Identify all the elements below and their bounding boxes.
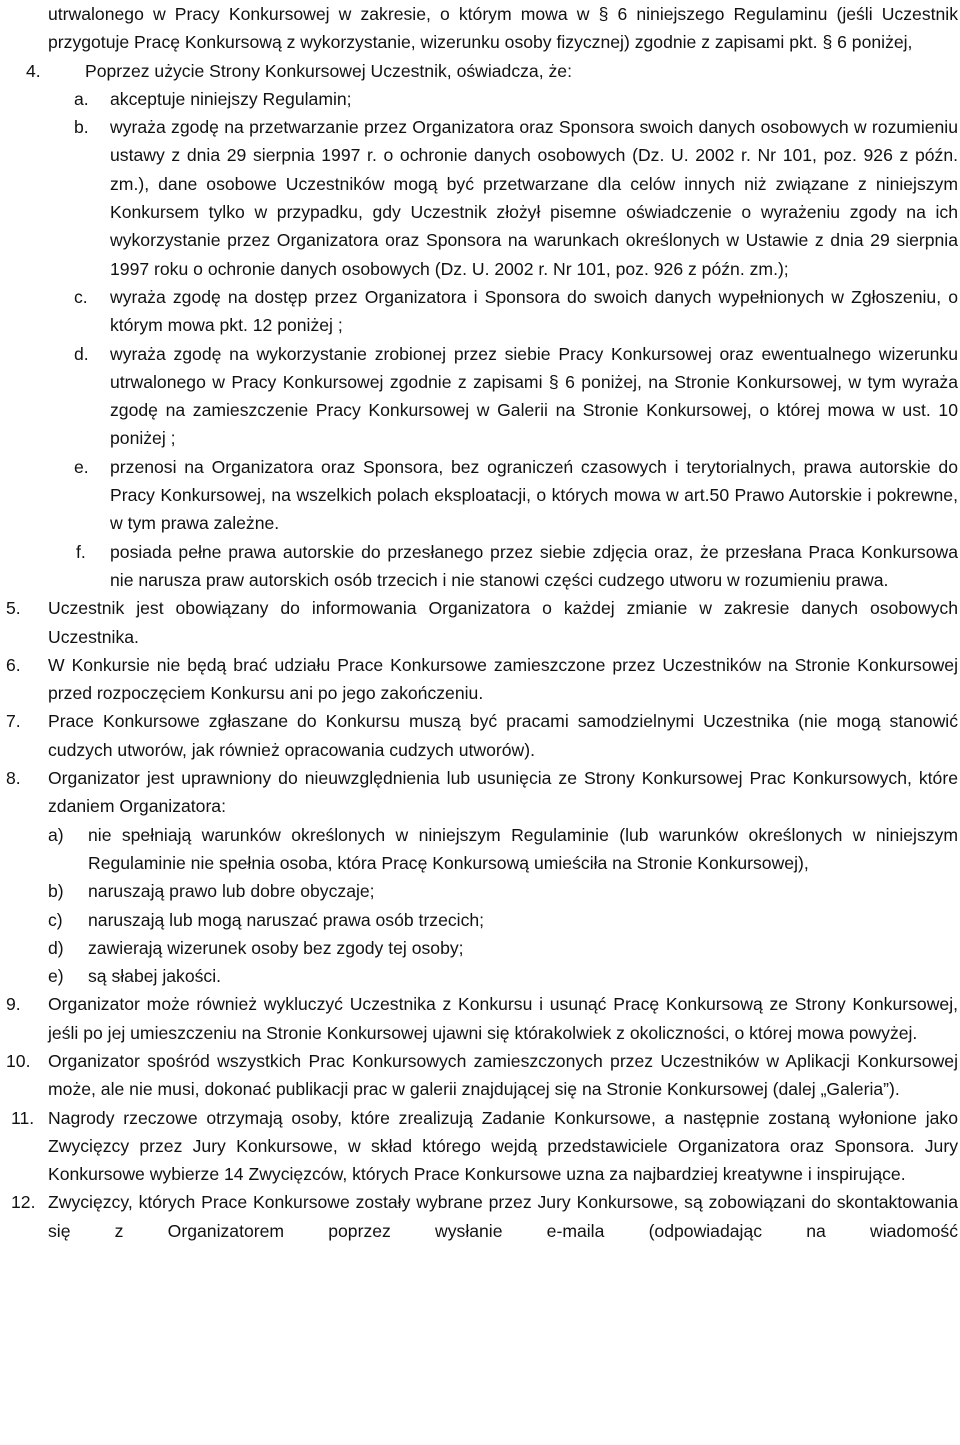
list-item-8d [0,934,958,962]
item-number: 12. [11,1192,36,1213]
item-text: nie spełniają warunków określonych w niniejszym Regulaminie (lub warunków określonych w niniejszym Regulaminie nie spełnia osoba, która Pracę Konkursową umieściła na Stronie Konkursowej), [88,824,958,873]
item-text: zawierają wizerunek osoby bez zgody tej osoby; [88,937,464,958]
item-number: d) [48,937,64,958]
item-text: wyraża zgodę na dostęp przez Organizatora i Sponsora do swoich danych wypełnionych w Zgłoszeniu, o którym mowa pkt. 12 poniżej ; [110,286,958,336]
item-text: Prace Konkursowe zgłaszane do Konkursu muszą być pracami samodzielnymi Uczestnika (nie mogą stanowić cudzych utworów, jak również opracowania cudzych utworów). [48,711,958,760]
item-text: naruszają lub mogą naruszać prawa osób trzecich; [88,909,485,930]
item-text: Poprzez użycie Strony Konkursowej Uczestnik, oświadcza, że: [85,60,572,81]
item-number: d. [74,343,89,364]
item-number: c. [74,286,88,307]
item-number: 10. [6,1050,31,1071]
item-text: wyraża zgodę na przetwarzanie przez Organizatora oraz Sponsora swoich danych osobowych w rozumieniu ustawy z dnia 29 sierpnia 1997 r. o ochronie danych osobowych (Dz. U. 2002 r. Nr 101, poz. 926 z późn. zm.), dane osobowe Uczestników mogą być przetwarzane dla celów innych niż związane z niniejszym Konkursem tylko w przypadku, gdy Uczestnik złożył pisemne oświadczenie o wyrażeniu zgody na ich wykorzystanie przez Organizatora oraz Sponsora na warunkach określonych w Ustawie z dnia 29 sierpnia 1997 roku o ochronie danych osobowych (Dz. U. 2002 r. Nr 101, poz. 926 z późn. zm.); [110,117,958,279]
item-number: 6. [6,654,21,675]
item-number: 4. [26,60,41,81]
item-text: Organizator spośród wszystkich Prac Konkursowych zamieszczonych przez Uczestników w Aplikacji Konkursowej może, ale nie musi, dokonać publikacji prac w galerii znajdującej się na Stronie Konkursowej (dalej „Galeria”). [48,1050,958,1100]
list-item-6 [0,651,958,708]
item-text: Nagrody rzeczowe otrzymają osoby, które zrealizują Zadanie Konkursowe, a następnie zostaną wyłonione jako Zwycięzcy przez Jury Konkursowe, w skład którego wejdą przedstawiciele Organizatora oraz Sponsora. Jury Konkursowe wybierze 14 Zwycięzców, których Prace Konkursowe uzna za najbardziej kreatywne i inspirujące. [48,1107,958,1185]
list-item-4e [0,453,958,538]
item-number: e. [74,456,89,477]
list-item-8c [0,906,958,934]
item-number: a) [48,824,64,845]
item-number: 5. [6,598,21,619]
list-item-5 [0,594,958,651]
item-number: 11. [11,1107,35,1128]
list-item-4c [0,283,958,340]
item-number: 8. [6,768,21,789]
list-item-7 [0,707,958,764]
list-item-4d [0,340,958,453]
list-item-8 [0,764,958,821]
item-text: naruszają prawo lub dobre obyczaje; [88,881,375,902]
item-number: c) [48,909,63,930]
item-text: przenosi na Organizatora oraz Sponsora, bez ograniczeń czasowych i terytorialnych, prawa autorskie do Pracy Konkursowej, na wszelkich polach eksploatacji, o których mowa w art.50 Prawo Autorskie i pokrewne, w tym prawa zależne. [110,456,958,534]
item-number: f. [76,541,86,562]
item-text: są słabej jakości. [88,966,221,987]
item-number: e) [48,966,64,987]
item-number: b. [74,117,89,138]
list-item-8a [0,821,958,878]
list-item-4b [0,113,958,283]
item-text: Organizator jest uprawniony do nieuwzględnienia lub usunięcia ze Strony Konkursowej Prac Konkursowych, które zdaniem Organizatora: [48,768,958,817]
lead-paragraph: utrwalonego w Pracy Konkursowej w zakresie, o którym mowa w § 6 niniejszego Regulaminu (jeśli Uczestnik przygotuje Pracę Konkursową z wykorzystanie, wizerunku osoby fizycznej) zgodnie z zapisami pkt. § 6 poniżej, [48,4,958,53]
item-text: akceptuje niniejszy Regulamin; [110,88,352,109]
item-text: W Konkursie nie będą brać udziału Prace Konkursowe zamieszczone przez Uczestników na Stronie Konkursowej przed rozpoczęciem Konkursu ani po jego zakończeniu. [48,654,958,704]
item-text: Uczestnik jest obowiązany do informowania Organizatora o każdej zmianie w zakresie danych osobowych Uczestnika. [48,598,958,647]
list-item-8e [0,962,958,990]
list-item-8b [0,877,958,905]
item-number: 9. [6,994,21,1015]
item-text: Organizator może również wykluczyć Uczestnika z Konkursu i usunąć Pracę Konkursową ze Strony Konkursowej, jeśli po jej umieszczeniu na Stronie Konkursowej ujawni się którakolwiek z okoliczności, o której mowa powyżej. [48,994,958,1043]
list-item-12 [0,1188,958,1245]
item-number: 7. [6,711,21,732]
item-number: b) [48,881,64,902]
list-item-4 [26,57,958,85]
item-text: posiada pełne prawa autorskie do przesłanego przez siebie zdjęcia oraz, że przesłana Praca Konkursowa nie narusza praw autorskich osób trzecich i nie stanowi części cudzego utworu w rozumieniu prawa. [110,541,958,590]
item-text: wyraża zgodę na wykorzystanie zrobionej przez siebie Pracy Konkursowej oraz ewentualnego wizerunku utrwalonego w Pracy Konkursowej zgodnie z zapisami § 6 poniżej, na Stronie Konkursowej, w tym wyraża zgodę na zamieszczenie Pracy Konkursowej w Galerii na Stronie Konkursowej, o której mowa w ust. 10 poniżej ; [110,343,958,449]
list-item-9 [0,990,958,1047]
list-item-11 [0,1104,958,1189]
list-item-4a [0,85,958,113]
item-text: Zwycięzcy, których Prace Konkursowe zostały wybrane przez Jury Konkursowe, są zobowiązani do skontaktowania się z Organizatorem poprzez wysłanie e-maila (odpowiadając na wiadomość [48,1192,958,1241]
item-number: a. [74,88,89,109]
list-item-10 [0,1047,958,1104]
list-item-4f [0,538,958,595]
